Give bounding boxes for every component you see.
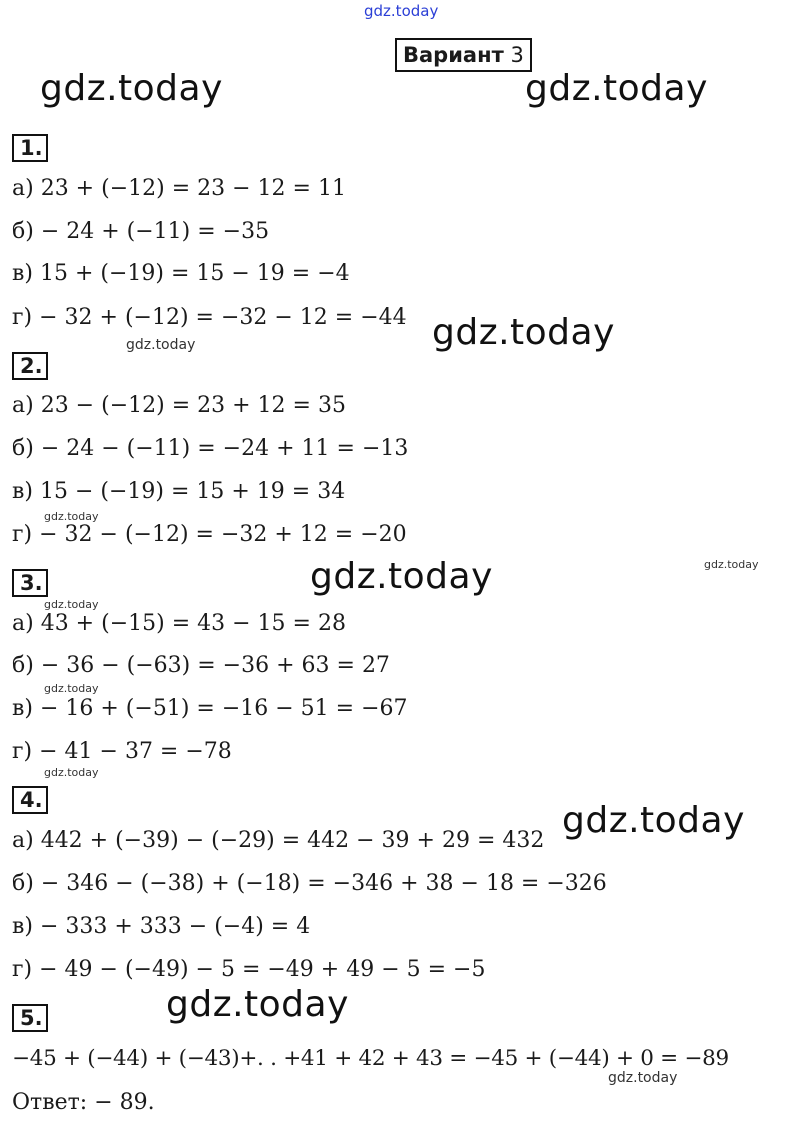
watermark: gdz.today: [166, 984, 349, 1025]
task-number: 4.: [12, 786, 48, 814]
task-line: б) − 24 + (−11) = −35: [12, 219, 270, 244]
watermark-small: gdz.today: [44, 598, 99, 611]
watermark-small: gdz.today: [44, 766, 99, 779]
task-line: в) 15 + (−19) = 15 − 19 = −4: [12, 261, 350, 286]
watermark-small: gdz.today: [126, 337, 196, 353]
task-line: б) − 24 − (−11) = −24 + 11 = −13: [12, 436, 409, 461]
task-number: 5.: [12, 1004, 48, 1032]
task-line: а) 442 + (−39) − (−29) = 442 − 39 + 29 = 432: [12, 828, 545, 853]
watermark: gdz.today: [562, 800, 745, 841]
watermark: gdz.today: [40, 68, 223, 109]
watermark: gdz.today: [432, 312, 615, 353]
watermark: gdz.today: [525, 68, 708, 109]
answer: Ответ: − 89.: [12, 1090, 155, 1115]
task-number: 2.: [12, 352, 48, 380]
watermark-small: gdz.today: [44, 682, 99, 695]
task-line: б) − 346 − (−38) + (−18) = −346 + 38 − 18 = −326: [12, 871, 607, 896]
task-number: 3.: [12, 569, 48, 597]
task-line: а) 23 − (−12) = 23 + 12 = 35: [12, 393, 346, 418]
task-line: −45 + (−44) + (−43)+. . +41 + 42 + 43 = −45 + (−44) + 0 = −89: [12, 1046, 729, 1071]
task-line: г) − 49 − (−49) − 5 = −49 + 49 − 5 = −5: [12, 957, 486, 982]
task-line: г) − 32 − (−12) = −32 + 12 = −20: [12, 522, 407, 547]
task-line: г) − 32 + (−12) = −32 − 12 = −44: [12, 305, 407, 330]
watermark: gdz.today: [310, 556, 493, 597]
watermark-small: gdz.today: [704, 558, 759, 571]
task-line: в) 15 − (−19) = 15 + 19 = 34: [12, 479, 346, 504]
task-line: а) 23 + (−12) = 23 − 12 = 11: [12, 176, 346, 201]
task-number: 1.: [12, 134, 48, 162]
variant-title: [395, 38, 532, 72]
task-line: г) − 41 − 37 = −78: [12, 739, 232, 764]
task-line: а) 43 + (−15) = 43 − 15 = 28: [12, 611, 346, 636]
watermark-small: gdz.today: [44, 510, 99, 523]
watermark-small: gdz.today: [608, 1070, 678, 1086]
watermark-top: gdz.today: [364, 2, 439, 20]
task-line: в) − 333 + 333 − (−4) = 4: [12, 914, 311, 939]
task-line: б) − 36 − (−63) = −36 + 63 = 27: [12, 653, 390, 678]
variant-number: 3: [510, 43, 524, 67]
variant-label: Вариант: [403, 43, 504, 67]
task-line: в) − 16 + (−51) = −16 − 51 = −67: [12, 696, 408, 721]
